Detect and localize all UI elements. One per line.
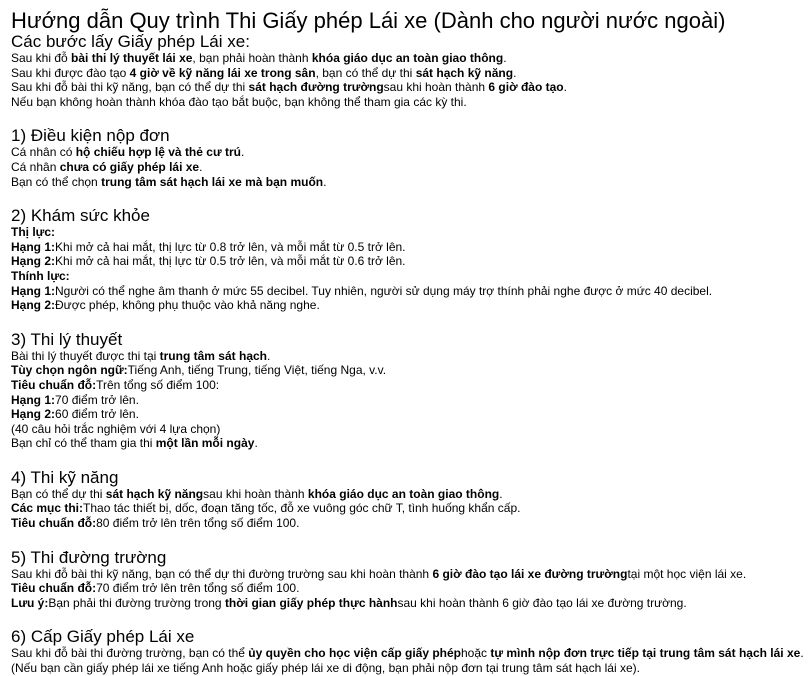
section-line: [11, 284, 790, 299]
text: Thao tác thiết bị, dốc, đoạn tăng tốc, đỗ xe vuông góc chữ T, tình huống khẩn cấp.: [83, 501, 521, 516]
text: Bạn có thể dự thi: [11, 486, 106, 501]
section-eligibility: [11, 126, 790, 189]
bold-text: tự mình nộp đơn trực tiếp tại trung tâm sát hạch lái xe: [490, 646, 801, 661]
bold-text: ủy quyền cho học viện cấp giấy phép: [248, 646, 461, 661]
section-line: [11, 501, 790, 516]
bold-text: bài thi lý thuyết lái xe: [71, 51, 193, 65]
section-license-issuance: [11, 627, 804, 676]
section-line: [11, 363, 790, 378]
bold-text: Hạng 1:: [11, 239, 56, 254]
section-line: [11, 661, 790, 676]
text: Tiếng Anh, tiếng Trung, tiếng Việt, tiếng Nga, v.v.: [127, 363, 387, 378]
text: Sau khi đỗ bài thi đường trường, bạn có thể: [11, 646, 249, 661]
text: Khi mở cả hai mắt, thị lực từ 0.5 trở lên, và mỗi mắt từ 0.6 trở lên.: [55, 254, 406, 269]
bold-text: khóa giáo dục an toàn giao thông: [307, 486, 500, 501]
text: Sau khi được đào tạo: [11, 65, 130, 80]
text: (40 câu hỏi trắc nghiệm với 4 lựa chọn): [11, 421, 221, 436]
text: Nếu bạn không hoàn thành khóa đào tạo bắt buộc, bạn không thể tham gia các kỳ thi.: [11, 94, 467, 109]
text: Cá nhân: [11, 159, 60, 174]
section-line: [11, 407, 790, 422]
text: .: [503, 51, 507, 65]
bold-text: Hạng 2:: [11, 254, 56, 269]
text: 70 điểm trở lên trên tổng số điểm 100.: [96, 581, 300, 596]
section-line: [11, 145, 790, 160]
text: .: [323, 174, 327, 189]
bold-text: Các mục thi:: [11, 501, 84, 516]
section-health-check: [11, 206, 790, 313]
bold-text: trung tâm sát hạch lái xe mà bạn muốn: [101, 174, 324, 189]
bold-text: Tùy chọn ngôn ngữ:: [11, 363, 128, 378]
text: .: [800, 646, 804, 661]
text: hoặc: [461, 646, 491, 661]
text: Sau khi đỗ: [11, 51, 72, 65]
bold-text: Tiêu chuẩn đỗ:: [11, 377, 97, 392]
page-subtitle: Các bước lấy Giấy phép Lái xe:: [11, 32, 250, 51]
section-line: [11, 269, 790, 284]
section-line: [11, 567, 790, 582]
bold-text: Hạng 2:: [11, 298, 56, 313]
section-heading: 6) Cấp Giấy phép Lái xe: [11, 627, 195, 647]
bold-text: chưa có giấy phép lái xe: [59, 159, 200, 174]
text: tại một học viện lái xe.: [627, 566, 747, 581]
section-skill-test: [11, 468, 790, 531]
section-line: [11, 225, 790, 240]
bold-text: Hạng 2:: [11, 407, 56, 422]
text: Bài thi lý thuyết được thi tại: [11, 348, 160, 363]
text: .: [499, 486, 503, 501]
bold-text: Hạng 1:: [11, 283, 56, 298]
section-line: [11, 254, 790, 269]
intro-line: [11, 66, 790, 81]
section-line: [11, 436, 790, 451]
text: sau khi hoàn thành 6 giờ đào tạo lái xe đường trường.: [397, 595, 687, 610]
text: Trên tổng số điểm 100:: [96, 377, 220, 392]
bold-text: Hạng 1:: [11, 392, 56, 407]
text: , bạn có thể dự thi: [315, 65, 416, 80]
section-heading: 3) Thi lý thuyết: [11, 329, 123, 349]
text: .: [240, 145, 245, 160]
text: , bạn phải hoàn thành: [192, 51, 312, 65]
text: Bạn chỉ có thể tham gia thi: [11, 436, 156, 451]
bold-text: Lưu ý:: [11, 595, 49, 610]
text: .: [513, 65, 517, 80]
section-line: [11, 487, 790, 502]
text: Sau khi đỗ bài thi kỹ năng, bạn có thể dự thi: [11, 80, 249, 95]
text: .: [254, 436, 258, 451]
text: Được phép, không phụ thuộc vào khả năng nghe.: [55, 298, 320, 313]
bold-text: sát hạch kỹ năng: [415, 65, 514, 80]
section-line: [11, 378, 790, 393]
text: .: [563, 80, 567, 95]
text: (Nếu bạn cần giấy phép lái xe tiếng Anh hoặc giấy phép lái xe di động, bạn phải nộp đơn tại trung tâm sát hạch lái xe).: [11, 661, 640, 676]
section-line: [11, 393, 790, 408]
section-line: [11, 160, 790, 175]
bold-text: Thính lực:: [11, 268, 70, 283]
bold-text: một lần mỗi ngày: [155, 436, 255, 451]
bold-text: Thị lực:: [11, 225, 56, 240]
bold-text: thời gian giấy phép thực hành: [224, 595, 398, 610]
intro-line: [11, 80, 790, 95]
text: Cá nhân có: [11, 145, 76, 160]
section-line: [11, 175, 790, 190]
text: Khi mở cả hai mắt, thị lực từ 0.8 trở lên, và mỗi mắt từ 0.5 trở lên.: [55, 239, 406, 254]
bold-text: 6 giờ đào tạo: [488, 80, 564, 95]
section-line: [11, 298, 790, 313]
text: .: [199, 159, 203, 174]
section-heading: 4) Thi kỹ năng: [11, 467, 119, 487]
bold-text: Tiêu chuẩn đỗ:: [11, 581, 97, 596]
text: 60 điểm trở lên.: [55, 407, 139, 422]
section-road-test: [11, 548, 790, 611]
text: Sau khi đỗ bài thi kỹ năng, bạn có thể dự thi đường trường sau khi hoàn thành: [11, 566, 433, 581]
intro-line: [11, 51, 790, 66]
text: Người có thể nghe âm thanh ở mức 55 decibel. Tuy nhiên, người sử dụng máy trợ thính phải nghe được ở mức 40 decibel.: [55, 283, 713, 298]
text: Bạn có thể chọn: [11, 174, 102, 189]
bold-text: Tiêu chuẩn đỗ:: [11, 516, 97, 531]
text: Bạn phải thi đường trường trong: [48, 595, 225, 610]
text: .: [267, 348, 271, 363]
section-heading: 5) Thi đường trường: [11, 547, 167, 567]
text: sau khi hoàn thành: [383, 80, 489, 95]
section-line: [11, 349, 790, 364]
intro-line: [11, 95, 790, 110]
section-line: [11, 240, 790, 255]
section-line: [11, 596, 790, 611]
section-line: [11, 422, 790, 437]
section-line: [11, 581, 790, 596]
page-title: Hướng dẫn Quy trình Thi Giấy phép Lái xe (Dành cho người nước ngoài): [11, 8, 726, 33]
section-line: [11, 646, 804, 661]
bold-text: hộ chiếu hợp lệ và thẻ cư trú: [75, 145, 241, 160]
bold-text: sát hạch kỹ năng: [105, 486, 204, 501]
bold-text: sát hạch đường trường: [248, 80, 384, 95]
section-theory-test: [11, 330, 790, 451]
text: sau khi hoàn thành: [203, 486, 308, 501]
intro-block: [11, 51, 790, 109]
section-line: [11, 516, 790, 531]
bold-text: 4 giờ về kỹ năng lái xe trong sân: [129, 65, 316, 80]
text: 70 điểm trở lên.: [55, 392, 139, 407]
section-heading: 2) Khám sức khỏe: [11, 206, 150, 226]
bold-text: trung tâm sát hạch: [159, 348, 267, 363]
bold-text: khóa giáo dục an toàn giao thông: [311, 51, 504, 65]
bold-text: 6 giờ đào tạo lái xe đường trường: [432, 566, 628, 581]
text: 80 điểm trở lên trên tổng số điểm 100.: [96, 516, 300, 531]
section-heading: 1) Điều kiện nộp đơn: [11, 126, 170, 146]
